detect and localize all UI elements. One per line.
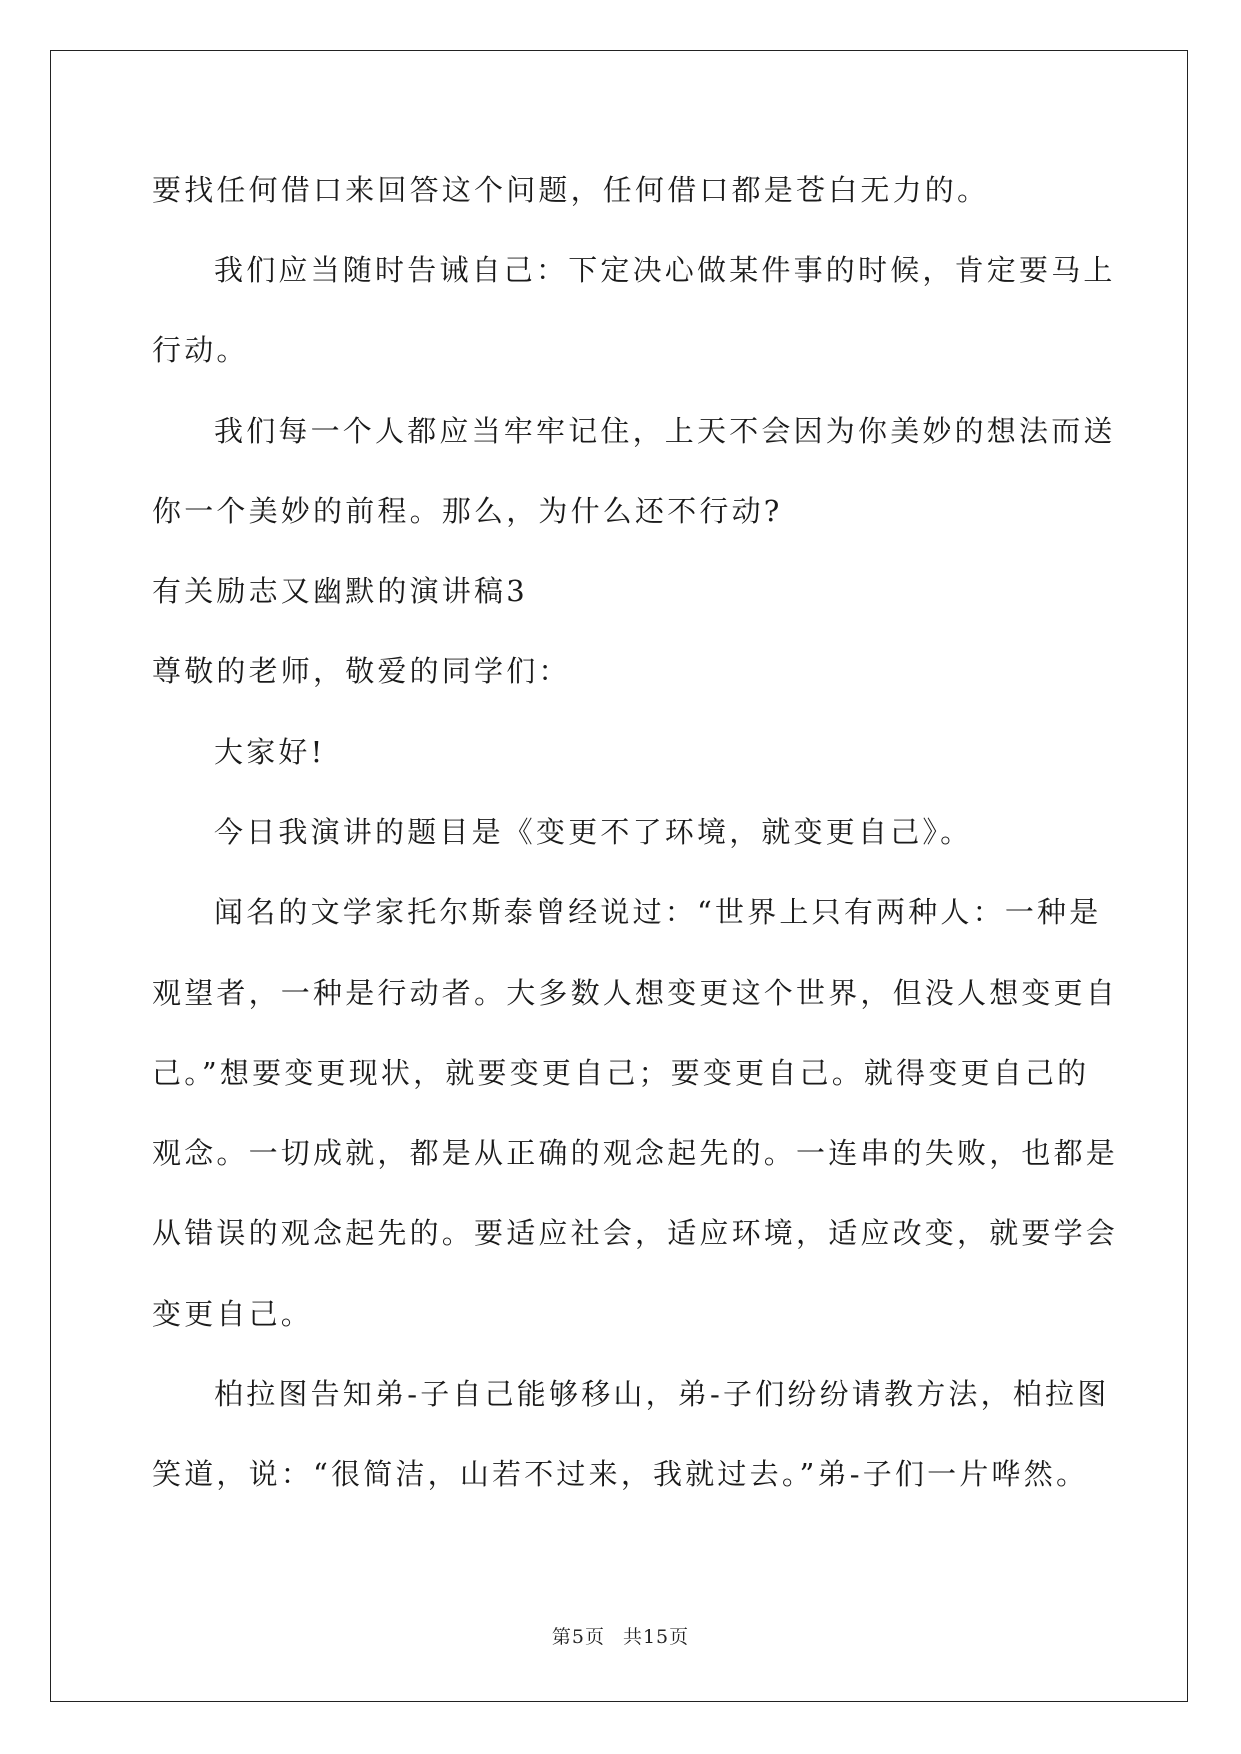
- paragraph-line: 从错误的观念起先的。要适应社会，适应环境，适应改变，就要学会: [152, 1216, 1119, 1250]
- paragraph-line: 你一个美妙的前程。那么，为什么还不行动?: [152, 494, 783, 528]
- paragraph-line: 闻名的文学家托尔斯泰曾经说过：“世界上只有两种人：一种是: [214, 895, 1102, 929]
- page-footer: [0, 1622, 1241, 1649]
- page-total: 共15页: [622, 1626, 690, 1648]
- paragraph-line: 观望者，一种是行动者。大多数人想变更这个世界，但没人想变更自: [152, 976, 1119, 1010]
- paragraph-line: 我们应当随时告诫自己：下定决心做某件事的时候，肯定要马上: [214, 253, 1116, 287]
- greeting: 大家好!: [214, 735, 326, 769]
- paragraph-line: 我们每一个人都应当牢牢记住，上天不会因为你美妙的想法而送: [214, 414, 1116, 448]
- paragraph-line: 今日我演讲的题目是《变更不了环境，就变更自己》。: [214, 815, 973, 849]
- paragraph-line: 笑道，说：“很简洁，山若不过来，我就过去。”弟-子们一片哗然。: [152, 1457, 1089, 1491]
- paragraph-line: 要找任何借口来回答这个问题，任何借口都是苍白无力的。: [152, 173, 990, 207]
- paragraph-line: 己。”想要变更现状，就要变更自己；要变更自己。就得变更自己的: [152, 1056, 1090, 1090]
- paragraph-line: 观念。一切成就，都是从正确的观念起先的。一连串的失败，也都是: [152, 1136, 1119, 1170]
- page-number: 第5页: [551, 1626, 605, 1648]
- paragraph-line: 变更自己。: [152, 1297, 314, 1331]
- salutation: 尊敬的老师，敬爱的同学们：: [152, 654, 571, 688]
- paragraph-line: 行动。: [152, 333, 249, 367]
- section-title: 有关励志又幽默的演讲稿3: [152, 574, 528, 608]
- page-border: [50, 50, 1188, 1702]
- paragraph-line: 柏拉图告知弟-子自己能够移山，弟-子们纷纷请教方法，柏拉图: [214, 1377, 1110, 1411]
